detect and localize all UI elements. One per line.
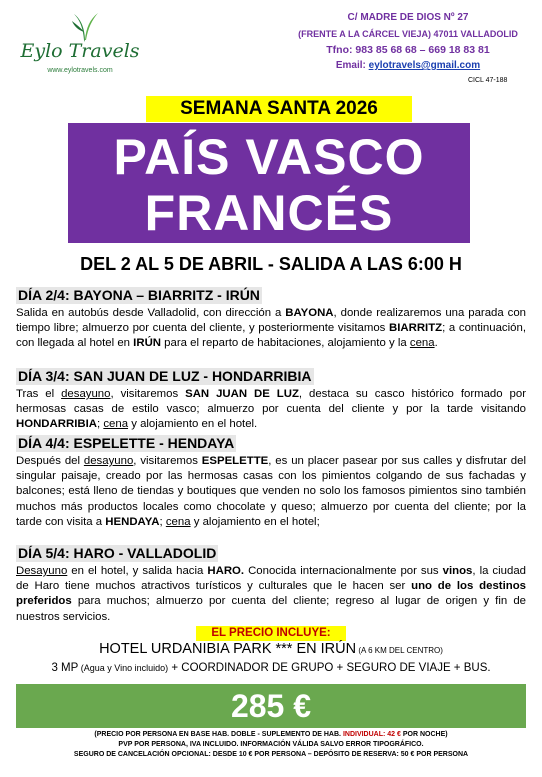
hotel-name: HOTEL URDANIBIA PARK *** EN IRÚN [99,641,357,657]
day-heading: DÍA 5/4: HARO - VALLADOLID [18,545,217,561]
title-block [68,123,470,243]
brand-logo [18,10,148,80]
place-name: SAN JUAN DE LUZ [185,388,299,400]
leaf-icon [68,10,102,44]
place-name: BAYONA [285,307,334,319]
email-link[interactable]: eylotravels@gmail.com [368,60,481,71]
place-name: HONDARRIBIA [16,418,97,431]
footer-note-2: PVP POR PERSONA, IVA INCLUIDO. INFORMACIÓN VÁLIDA SALVO ERROR TIPOGRÁFICO. [118,741,424,748]
day-description: Tras el desayuno, visitaremos SAN JUAN DE LUZ, destaca su casco histórico formado por hermosas casas de estilo vasco; almuerzo por cuenta del cliente y por la tarde visitando HONDARRIBIA; cena y alojamiento en el hotel. [16,388,526,431]
contact-email-row [288,58,528,74]
footer-note-1: (PRECIO POR PERSONA EN BASE HAB. DOBLE - SUPLEMENTO DE HAB. INDIVIDUAL: 42 € POR NOCHE) [94,731,448,738]
place-name: HARO. [207,565,245,577]
contact-block [288,10,528,84]
itinerary-day-2 [16,368,526,433]
day-heading: DÍA 4/4: ESPELETTE - HENDAYA [18,435,235,451]
contact-address-detail: (FRENTE A LA CÁRCEL VIEJA) 47011 VALLADOLID [298,29,518,39]
day-heading: DÍA 3/4: SAN JUAN DE LUZ - HONDARRIBIA [18,368,312,384]
day-description: Desayuno en el hotel, y salida hacia HARO. Conocida internacionalmente por sus vinos, la ciudad de Haro tiene muchos atractivos turísticos y culturales que le hacen ser uno de los destinos preferidos para muchos; almuerzo por cuenta del cliente; regreso al lugar de origen y fin de nuestros servicios. [16,565,526,623]
itinerary-day-1 [16,287,526,352]
price-box: 285 € [16,684,526,728]
place-name: HENDAYA [105,515,160,528]
hotel-note: (A 6 KM DEL CENTRO) [356,646,443,655]
includes-label: EL PRECIO INCLUYE: [196,626,346,641]
itinerary-day-4 [16,545,526,625]
contact-address: C/ MADRE DE DIOS Nº 27 [347,12,469,23]
contact-phone: Tfno: 983 85 68 68 – 669 18 83 81 [326,44,490,56]
place-name: BIARRITZ [388,322,443,335]
page-title-line1: PAÍS VASCO [113,129,425,185]
itinerary-day-3 [16,435,526,530]
place-name: ESPELETTE [201,455,269,467]
logo-name: Eylo Travels [20,40,140,62]
hotel-info [0,641,542,657]
included-extras: 3 MP (Agua y Vino incluido) + COORDINADOR DE GRUPO + SEGURO DE VIAJE + BUS. [51,662,491,674]
day-heading: DÍA 2/4: BAYONA – BIARRITZ - IRÚN [18,287,260,303]
license-code: CICL 47-188 [468,77,508,84]
trip-dates: DEL 2 AL 5 DE ABRIL - SALIDA A LAS 6:00 H [80,254,462,274]
footer-note-3: SEGURO DE CANCELACIÓN OPCIONAL: DESDE 10 € POR PERSONA – DEPÓSITO DE RESERVA: 50 € POR PERSONA [73,751,469,758]
email-label: Email: [335,60,366,71]
page-title-line2: FRANCÉS [144,185,394,241]
day-description: Salida en autobús desde Valladolid, con dirección a BAYONA, donde realizaremos una parada con tiempo libre; almuerzo por cuenta del cliente, y posteriormente visitamos BIARRITZ; a continuación, con llegada al hotel en IRÚN para el reparto de habitaciones, alojamiento y la cena. [16,307,526,350]
place-name: IRÚN [133,337,162,350]
day-description: Después del desayuno, visitaremos ESPELETTE, es un placer pasear por sus calles y disfrutar del singular paisaje, creado por las hermosas casas con los pimientos colgando de sus fachadas y balcones; está lleno de tiendas y boutiques que venden no solo los famosos pimientos sino también muchos más productos locales como chocolate y queso; almuerzo por cuenta del cliente; por la tarde con visita a HENDAYA; cena y alojamiento en el hotel; [16,455,526,528]
logo-url: www.eylotravels.com [47,67,113,74]
season-banner: SEMANA SANTA 2026 [146,96,412,122]
